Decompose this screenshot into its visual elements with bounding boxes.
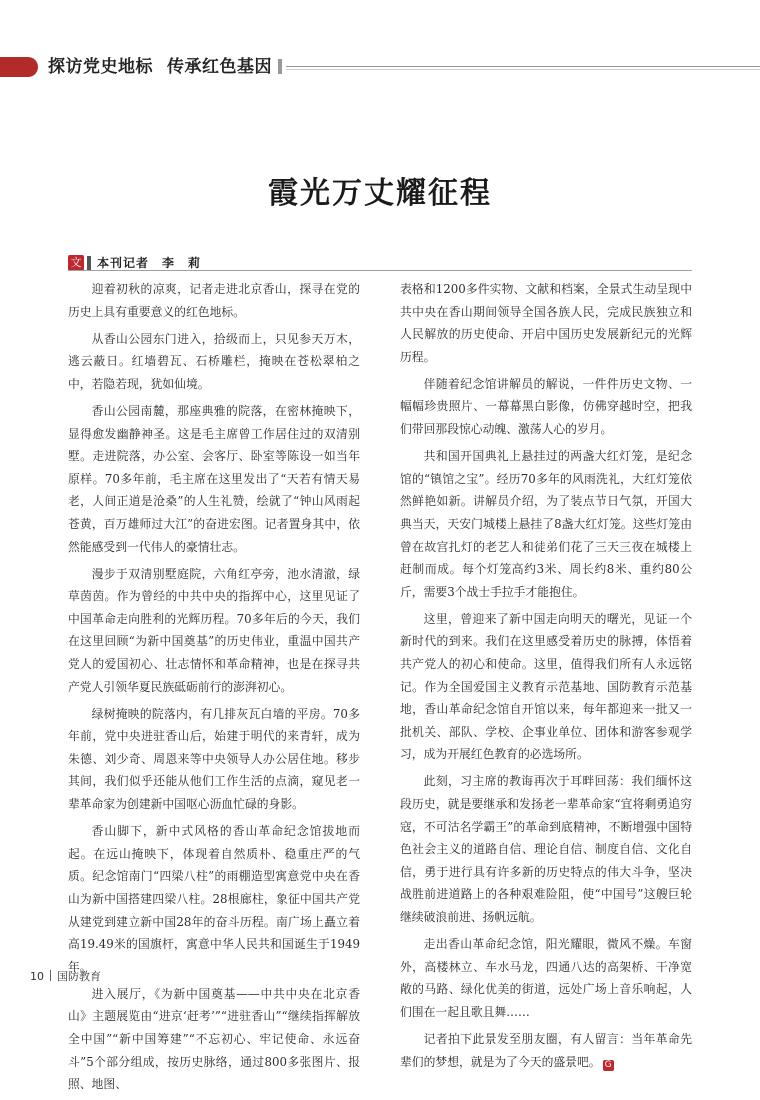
byline-rule xyxy=(68,270,692,271)
paragraph: 走出香山革命纪念馆，阳光耀眼，微风不燥。车窗外，高楼林立、车水马龙，四通八达的高架桥、干净宽敞的马路、绿化优美的街道，远处广场上音乐响起，人们围在一起且歌且舞…… xyxy=(400,937,692,1019)
footer-divider xyxy=(50,970,51,981)
paragraph: 迎着初秋的凉爽，记者走进北京香山，探寻在党的历史上具有重要意义的红色地标。 xyxy=(68,282,360,319)
header-rule xyxy=(286,66,760,67)
paragraph: 表格和1200多件实物、文献和档案，全景式生动呈现中共中央在香山期间领导全国各族人民，完成民族独立和人民解放的历史使命、开启中国历史发展新纪元的光辉历程。 xyxy=(400,282,692,364)
paragraph: 香山公园南麓，那座典雅的院落，在密林掩映下，显得愈发幽静神圣。这是毛主席曾工作居住过的双清别墅。走进院落，办公室、会客厅、卧室等陈设一如当年原样。70多年前，毛主席在这里发出了“天若有情天易老，人间正道是沧桑”的人生礼赞，绘就了“钟山风雨起苍黄，百万雄师过大江”的奋进宏图。记者置身其中，依然能感受到一代伟人的豪情壮志。 xyxy=(68,403,360,554)
paragraph: 进入展厅，《为新中国奠基——中共中央在北京香山》主题展览由“进京‘赶考’”“进驻香山”“继续指挥解放全中国”“新中国筹建”“不忘初心、牢记使命、永远奋斗”5个部分组成，按历史脉络，通过800多张图片、报照、地图、 xyxy=(68,986,360,1092)
paragraph: 从香山公园东门进入，拾级而上，只见参天万木，逃云蔽日。红墙碧瓦、石桥雕栏，掩映在苍松翠柏之中，若隐若现，犹如仙境。 xyxy=(68,331,360,391)
section-header xyxy=(0,55,760,81)
paragraph: 香山脚下，新中式风格的香山革命纪念馆拔地而起。在远山掩映下，体现着自然质朴、稳重庄严的气质。纪念馆南门“四梁八柱”的雨棚造型寓意党中央在香山为新中国搭建四梁八柱。28根廊柱，象征中国共产党从建党到建立新中国28年的奋斗历程。南广场上矗立着高19.49米的国旗杆，寓意中华人民共和国诞生于1949年。 xyxy=(68,824,360,974)
section-title xyxy=(48,55,282,79)
paragraph: 伴随着纪念馆讲解员的解说，一件件历史文物、一幅幅珍贵照片、一幕幕黑白影像，仿佛穿越时空，把我们带回那段惊心动魄、激荡人心的岁月。 xyxy=(400,376,692,437)
article-column-left xyxy=(68,278,360,1100)
article-title: 霞光万丈耀征程 xyxy=(268,176,492,211)
header-rule-secondary xyxy=(286,69,760,70)
section-color-tab xyxy=(0,57,38,77)
paragraph: 共和国开国典礼上悬挂过的两盏大红灯笼，是纪念馆的“镇馆之宝”。经历70多年的风雨洗礼，大红灯笼依然鲜艳如新。讲解员介绍，为了装点节日气氛，开国大典当天，天安门城楼上悬挂了8盏大红灯笼。这些灯笼由曾在故宫扎灯的老艺人和徒弟们花了三天三夜在城楼上赶制而成。每个灯笼高约3米、周长约8米、重约80公斤，需要3个战士手拉手才能抱住。 xyxy=(400,449,692,599)
magazine-name: 国防教育 xyxy=(57,970,101,983)
byline-bar xyxy=(87,256,91,270)
section-title-end-bar xyxy=(278,59,282,74)
section-title-part-2: 传承红色基因 xyxy=(167,57,272,77)
page-number: 10 xyxy=(30,970,44,983)
section-title-part-1: 探访党史地标 xyxy=(48,57,153,77)
paragraph: 这里，曾迎来了新中国走向明天的曙光，见证一个新时代的到来。我们在这里感受着历史的脉搏，体悟着共产党人的初心和使命。这里，值得我们所有人永远铭记。作为全国爱国主义教育示范基地、国防教育示范基地，香山革命纪念馆自开馆以来，每年都迎来一批又一批机关、部队、学校、企事业单位、团体和游客参观学习，成为开展红色教育的必选场所。 xyxy=(400,611,692,762)
paragraph: 漫步于双清别墅庭院，六角红亭旁，池水清澈，绿草茵茵。作为曾经的中共中央的指挥中心，这里见证了中国革命走向胜利的光辉历程。70多年后的今天，我们在这里回顾“为新中国奠基”的历史伟业，重温中国共产党人的爱国初心、壮志情怀和革命精神，也是在探寻共产党人引领华夏民族砥砺前行的澎湃初心。 xyxy=(68,566,360,694)
end-mark-icon: G xyxy=(603,1060,614,1071)
paragraph: 绿树掩映的院落内，有几排灰瓦白墙的平房。70多年前，党中央进驻香山后，始建于明代的来青轩，成为朱德、刘少奇、周恩来等中央领导人办公居住地。移步其间，我们似乎还能从他们工作生活的点滴，窥见老一辈革命家为创建新中国呕心沥血忙碌的身影。 xyxy=(68,706,360,812)
page-footer xyxy=(30,968,101,984)
article-column-right xyxy=(400,278,692,1078)
last-paragraph xyxy=(400,1028,692,1073)
paragraph-text: 记者拍下此景发至朋友圈，有人留言：当年革命先辈们的梦想，就是为了今天的盛景吧。 xyxy=(400,1032,692,1069)
byline-author: 本刊记者 李 莉 xyxy=(97,256,202,270)
paragraph: 此刻，习主席的教诲再次于耳畔回荡：我们缅怀这段历史，就是要继承和发扬老一辈革命家“宜将剩勇追穷寇，不可沽名学霸王”的革命到底精神，不断增强中国特色社会主义的道路自信、理论自信、制度自信、文化自信，勇于进行具有许多新的历史特点的伟大斗争，坚决战胜前进道路上的各种艰难险阻，使“中国号”这艘巨轮继续破浪前进、扬帆远航。 xyxy=(400,774,692,925)
byline xyxy=(68,252,201,270)
article-badge-icon: 文 xyxy=(68,255,84,271)
